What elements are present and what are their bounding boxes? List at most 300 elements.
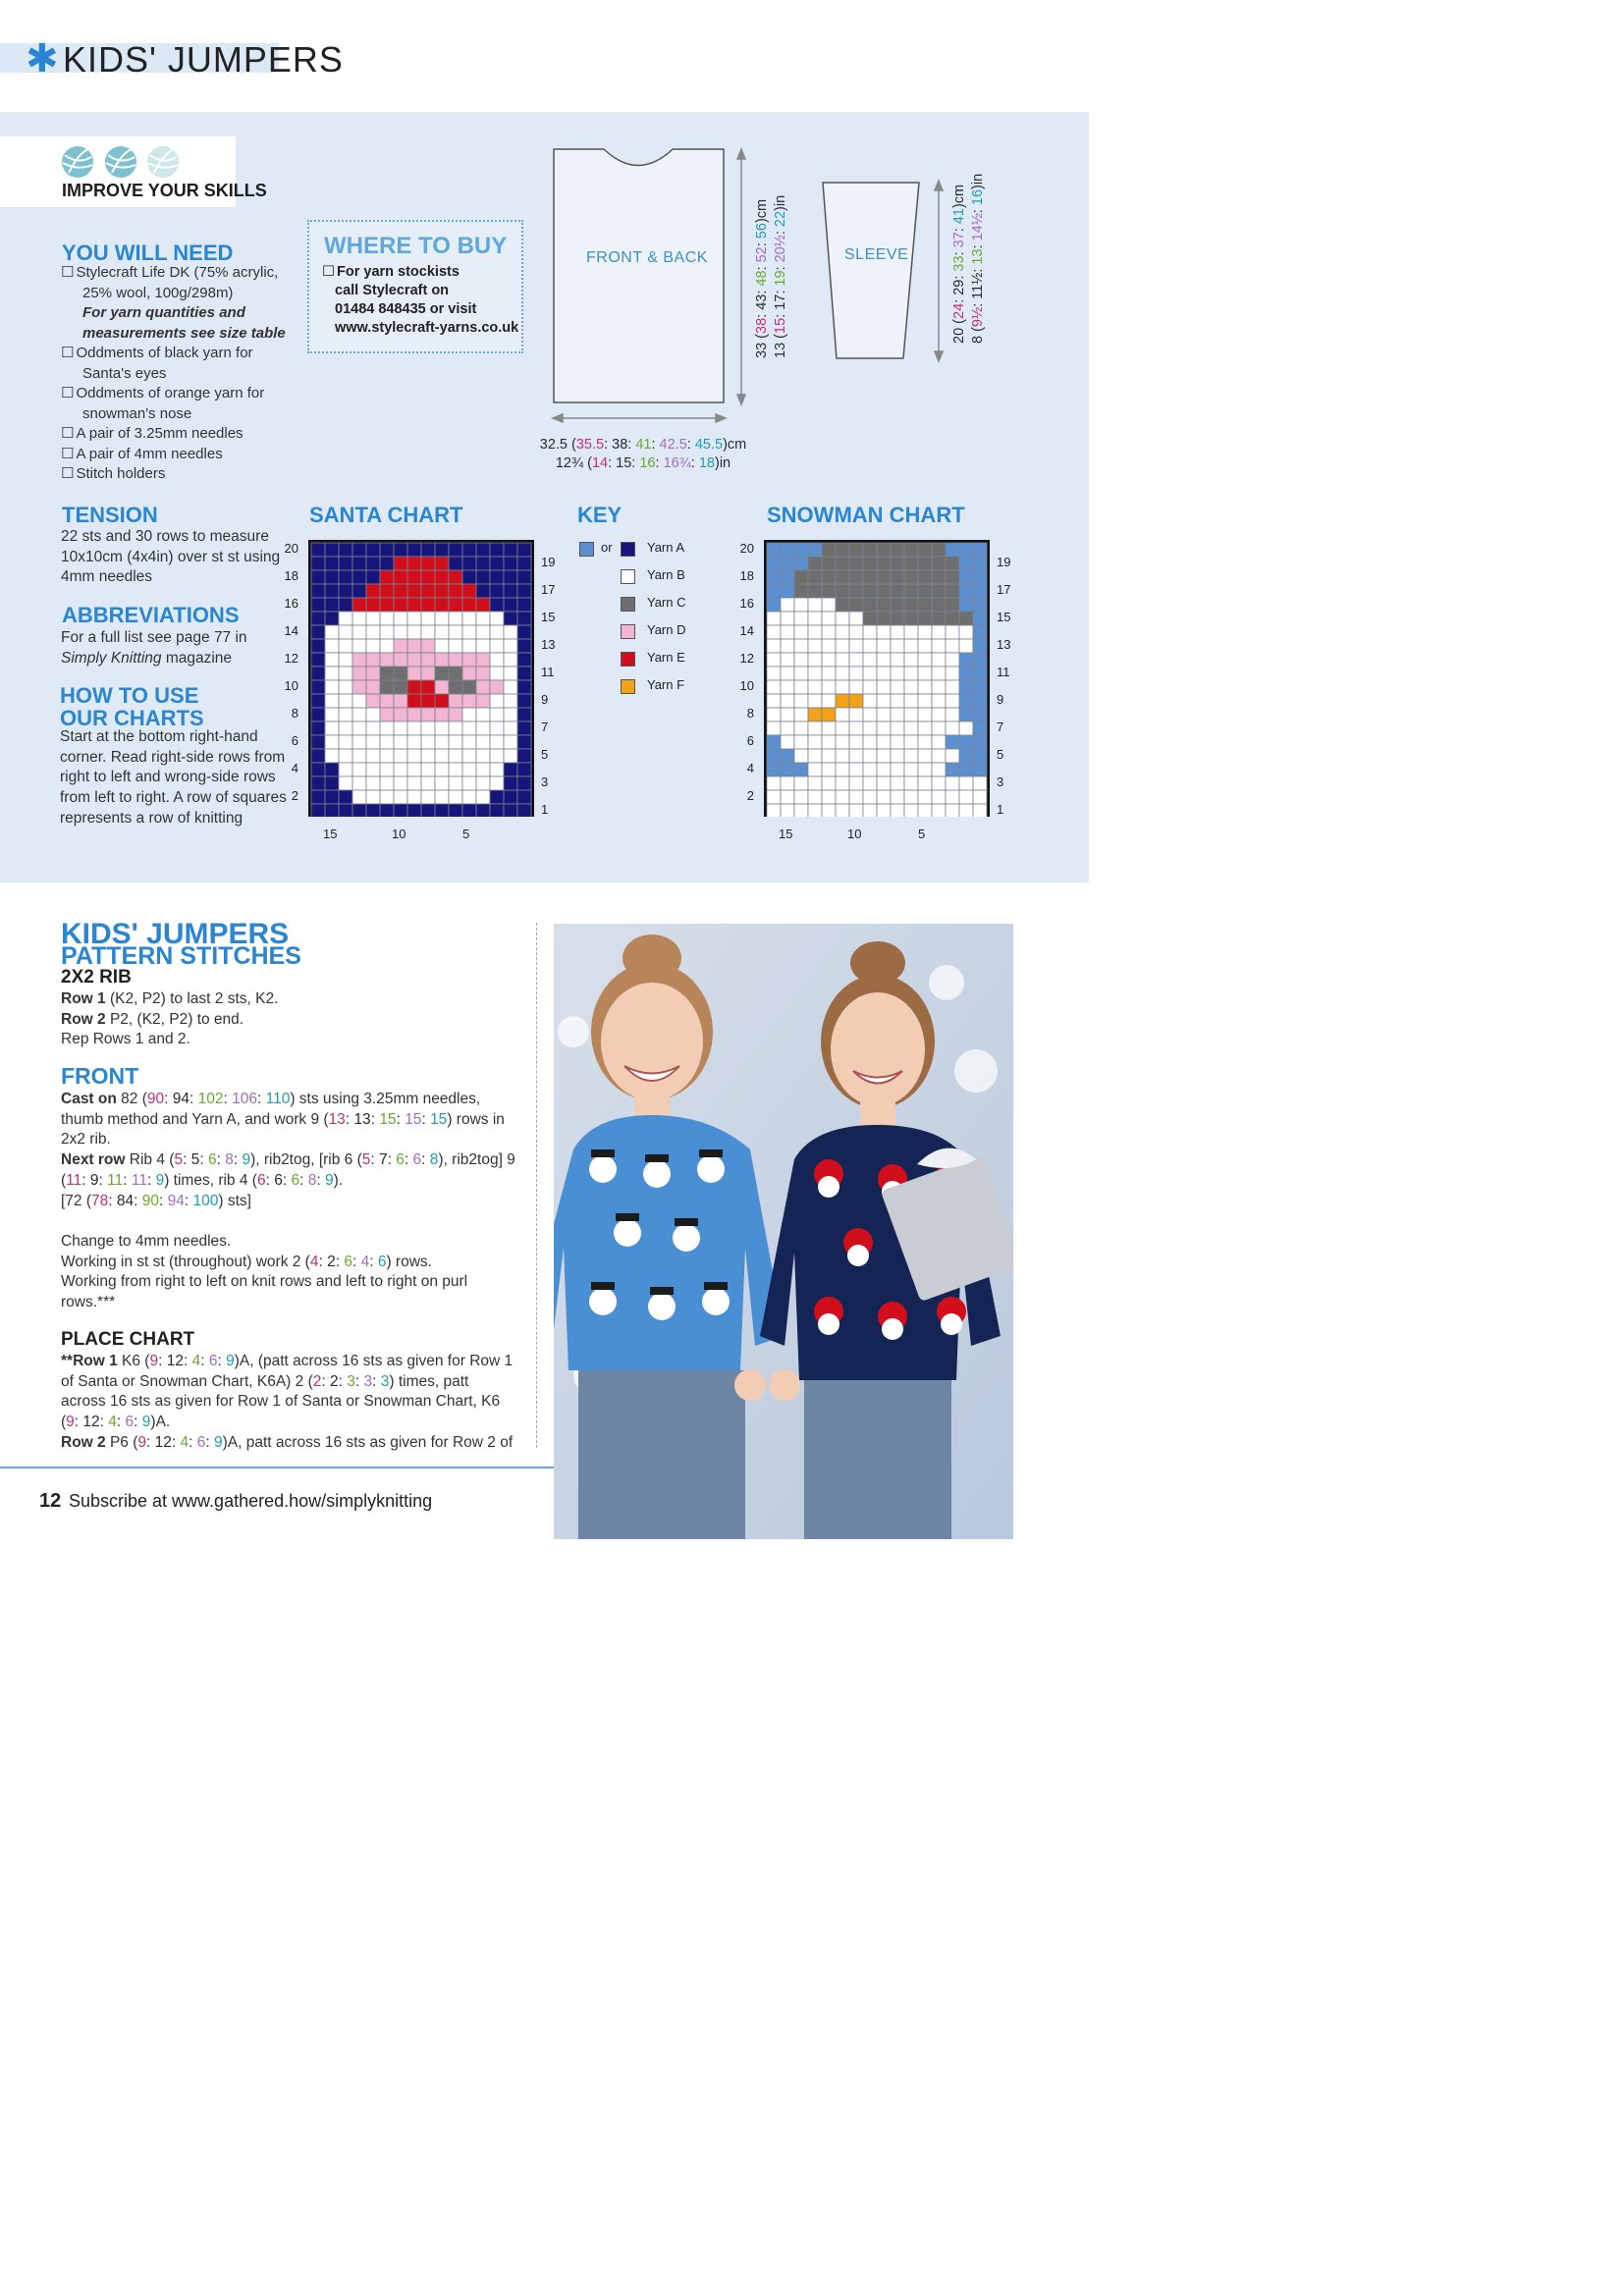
snowman-chart-cell [904,653,918,667]
snowman-chart-cell [767,763,781,776]
snowman-chart-cell [767,776,781,790]
santa-chart-cell [380,625,394,639]
santa-chart-cell [380,694,394,708]
snowman-chart-cell [959,708,973,721]
santa-chart-cell [380,721,394,735]
santa-chart-cell [490,598,504,612]
santa-row-label: 11 [541,665,555,679]
santa-chart-cell [462,804,476,817]
snowman-chart-cell [904,557,918,570]
snowman-chart-cell [891,735,904,749]
snowman-chart-cell [904,721,918,735]
snowman-chart-cell [808,667,822,680]
santa-row-label: 20 [284,541,298,556]
snowman-chart-cell [973,680,987,694]
santa-chart-cell [421,749,435,763]
santa-chart-cell [435,721,449,735]
snowman-chart-cell [946,543,959,557]
santa-row-label: 18 [284,568,298,583]
snowman-chart-cell [849,653,863,667]
snowman-chart-cell [808,557,822,570]
santa-chart-cell [449,557,462,570]
santa-chart-cell [407,735,421,749]
snowman-chart-cell [836,625,849,639]
santa-chart-cell [366,776,380,790]
santa-chart-cell [407,708,421,721]
snowman-chart-cell [794,708,808,721]
santa-chart-cell [311,570,325,584]
snowman-chart-cell [794,598,808,612]
santa-column-label: 5 [462,827,470,841]
how-to-heading: HOW TO USE OUR CHARTS [60,683,204,730]
key-swatch [621,597,635,612]
snowman-row-label: 14 [739,623,754,638]
key-swatch [621,569,635,584]
snowman-chart-cell [891,790,904,804]
snowman-chart-cell [794,625,808,639]
santa-chart-cell [352,804,366,817]
snowman-chart-cell [918,612,932,625]
snowman-chart-cell [836,749,849,763]
santa-row-label: 6 [291,733,298,748]
width-arrow [553,414,726,422]
snowman-chart-cell [959,598,973,612]
santa-chart-cell [352,598,366,612]
santa-chart-cell [352,749,366,763]
snowman-chart-cell [918,721,932,735]
snowman-chart-cell [877,584,891,598]
santa-chart-cell [517,543,531,557]
santa-chart-cell [352,694,366,708]
snowman-chart-cell [863,721,877,735]
santa-column-label: 10 [392,827,406,841]
santa-chart-cell [311,612,325,625]
snowman-chart-cell [946,639,959,653]
website-link[interactable]: www.stylecraft-yarns.co.uk [335,320,519,336]
snowman-chart-cell [822,639,836,653]
santa-chart-cell [504,721,517,735]
snowman-chart-cell [794,694,808,708]
santa-chart-cell [366,708,380,721]
snowman-chart-cell [904,694,918,708]
santa-chart-cell [490,721,504,735]
snowman-chart-cell [863,570,877,584]
santa-chart-cell [325,598,339,612]
santa-chart-cell [462,543,476,557]
snowman-chart-cell [959,625,973,639]
santa-chart-cell [449,708,462,721]
santa-chart-cell [366,694,380,708]
santa-chart-cell [366,680,380,694]
tension-heading: TENSION [62,503,158,527]
santa-chart-cell [407,749,421,763]
snowman-chart-cell [891,570,904,584]
snowman-chart-cell [849,612,863,625]
santa-chart-cell [325,557,339,570]
snowman-chart-cell [904,776,918,790]
santa-chart-cell [462,790,476,804]
snowman-chart-cell [849,790,863,804]
snowman-chart-cell [822,584,836,598]
santa-chart-cell [421,763,435,776]
santa-chart-cell [490,557,504,570]
santa-chart-cell [394,584,407,598]
snowman-chart-cell [822,694,836,708]
snowman-chart-cell [849,735,863,749]
santa-chart-cell [462,598,476,612]
sleeve-height-arrow [935,181,943,361]
santa-row-label: 9 [541,692,549,707]
snowman-row-label: 1 [997,802,1004,817]
santa-chart-cell [407,776,421,790]
santa-chart-cell [380,653,394,667]
snowman-chart-cell [946,667,959,680]
santa-chart-cell [311,694,325,708]
where-to-buy-heading: WHERE TO BUY [324,233,508,259]
snowman-chart-cell [822,667,836,680]
santa-chart-cell [421,694,435,708]
snowman-chart-cell [932,804,946,817]
snowman-chart-cell [932,708,946,721]
santa-chart-cell [339,721,352,735]
snowman-chart-cell [932,749,946,763]
snowman-chart-cell [946,584,959,598]
santa-chart-cell [490,694,504,708]
santa-chart-cell [325,543,339,557]
santa-chart-cell [462,653,476,667]
snowman-chart-cell [794,776,808,790]
santa-chart-cell [311,721,325,735]
santa-chart-cell [325,790,339,804]
snowman-row-label: 2 [746,788,754,803]
santa-chart-cell [407,543,421,557]
snowman-chart-cell [959,790,973,804]
santa-chart-cell [311,625,325,639]
snowman-chart-cell [946,735,959,749]
santa-chart-cell [504,625,517,639]
santa-chart-cell [462,708,476,721]
santa-chart-cell [325,694,339,708]
front-back-shape [554,149,724,402]
santa-row-label: 5 [541,747,549,762]
santa-chart-cell [435,680,449,694]
header-star-icon: ✱ [26,37,59,80]
snowman-chart-cell [822,557,836,570]
how-to-text: Start at the bottom right-hand corner. Read right-side rows from right to left and wrong-side rows from left to right. A row of squares represents a row of knitting [60,728,287,827]
santa-chart-cell [462,557,476,570]
snowman-chart-cell [904,543,918,557]
santa-chart-cell [339,584,352,598]
santa-chart-cell [490,639,504,653]
snowman-chart-cell [877,804,891,817]
snowman-chart-cell [794,612,808,625]
santa-chart-cell [435,694,449,708]
santa-chart-cell [435,639,449,653]
santa-chart-cell [476,612,490,625]
santa-chart-cell [421,735,435,749]
snowman-chart-cell [946,749,959,763]
snowman-chart-cell [781,612,794,625]
key-label: Yarn A [647,540,685,555]
pattern-subtitle: PATTERN STITCHES [61,942,301,970]
santa-chart-cell [476,735,490,749]
snowman-chart-cell [973,543,987,557]
snowman-chart-cell [767,721,781,735]
snowman-chart-cell [781,584,794,598]
santa-chart-cell [449,804,462,817]
santa-chart-cell [421,584,435,598]
santa-chart-cell [380,749,394,763]
snowman-chart-cell [932,625,946,639]
you-will-need-list [61,263,297,485]
santa-chart-cell [311,584,325,598]
yarn-note: For yarn quantities and [82,304,245,321]
snowman-chart-cell [891,625,904,639]
front-heading: FRONT [61,1063,139,1089]
santa-chart-cell [517,570,531,584]
snowman-chart-cell [781,557,794,570]
snowman-chart-cell [891,584,904,598]
snowman-chart-cell [767,708,781,721]
santa-chart-cell [339,776,352,790]
snowman-chart-cell [877,708,891,721]
santa-chart-cell [462,584,476,598]
snowman-chart-cell [904,708,918,721]
snowman-chart-cell [822,598,836,612]
snowman-chart-cell [918,598,932,612]
list-item: Santa's eyes [82,364,167,382]
snowman-row-label: 4 [746,761,754,775]
snowman-chart-cell [959,735,973,749]
snowman-chart-cell [767,749,781,763]
snowman-chart-cell [794,790,808,804]
snowman-chart-cell [932,680,946,694]
santa-chart-cell [490,667,504,680]
snowman-chart-cell [946,763,959,776]
santa-chart-cell [311,598,325,612]
snowman-chart-cell [781,735,794,749]
santa-chart-cell [380,598,394,612]
snowman-chart-cell [918,584,932,598]
snowman-column-label: 15 [779,827,793,841]
santa-chart-cell [394,721,407,735]
snowman-chart-cell [973,570,987,584]
snowman-chart-cell [973,625,987,639]
santa-chart-cell [490,543,504,557]
snowman-chart-cell [849,557,863,570]
santa-chart-cell [476,653,490,667]
key-label: Yarn F [647,677,685,692]
santa-chart-cell [394,639,407,653]
santa-chart-cell [449,721,462,735]
snowman-chart-cell [767,694,781,708]
santa-chart-cell [325,804,339,817]
snowman-chart-cell [849,721,863,735]
santa-chart-cell [339,790,352,804]
santa-chart-cell [517,584,531,598]
santa-chart-cell [476,639,490,653]
snowman-chart-cell [918,735,932,749]
santa-chart-cell [325,708,339,721]
santa-chart-cell [462,625,476,639]
snowman-chart-cell [973,763,987,776]
snowman-chart-cell [822,625,836,639]
santa-chart-cell [517,721,531,735]
snowman-chart-cell [781,598,794,612]
santa-chart-cell [366,790,380,804]
snowman-chart-cell [932,721,946,735]
santa-chart-cell [339,625,352,639]
snowman-chart-cell [808,598,822,612]
snowman-chart-cell [767,667,781,680]
snowman-chart-cell [959,584,973,598]
snowman-chart-cell [863,749,877,763]
santa-chart-cell [435,557,449,570]
yarn-note: measurements see size table [82,324,286,342]
santa-chart-cell [352,625,366,639]
snowman-chart-cell [946,625,959,639]
santa-chart-cell [352,639,366,653]
snowman-chart-cell [959,639,973,653]
santa-chart-cell [435,570,449,584]
santa-chart-cell [490,749,504,763]
snowman-chart-cell [904,680,918,694]
snowman-chart-cell [946,721,959,735]
snowman-chart-cell [808,735,822,749]
list-item: ☐ For yarn stockists [322,263,518,282]
snowman-chart-cell [781,804,794,817]
snowman-chart-cell [767,804,781,817]
santa-chart-cell [517,694,531,708]
santa-chart-cell [517,653,531,667]
santa-row-label: 2 [291,788,298,803]
santa-chart-cell [504,584,517,598]
snowman-chart-cell [891,598,904,612]
snowman-chart-cell [877,763,891,776]
snowman-chart-cell [904,763,918,776]
santa-chart-cell [407,680,421,694]
snowman-chart-cell [822,612,836,625]
column-divider [536,923,537,1448]
santa-chart-cell [476,570,490,584]
snowman-chart-cell [877,680,891,694]
santa-chart-cell [490,804,504,817]
santa-chart-cell [394,735,407,749]
santa-chart-cell [366,639,380,653]
santa-chart-cell [435,543,449,557]
santa-chart-cell [449,584,462,598]
snowman-chart-cell [822,708,836,721]
santa-chart-cell [407,721,421,735]
snowman-chart-cell [904,749,918,763]
snowman-chart-cell [863,653,877,667]
snowman-chart-cell [808,708,822,721]
santa-chart-cell [380,639,394,653]
santa-chart-cell [352,543,366,557]
snowman-chart-cell [794,763,808,776]
santa-chart-cell [435,653,449,667]
snowman-chart-cell [877,721,891,735]
snowman-chart-cell [808,749,822,763]
santa-chart-cell [407,570,421,584]
list-item: call Stylecraft on [335,283,450,298]
santa-chart-cell [449,735,462,749]
santa-chart-cell [394,790,407,804]
snowman-chart-cell [836,667,849,680]
snowman-chart-cell [932,694,946,708]
snowman-chart-cell [863,639,877,653]
snowman-chart-cell [932,776,946,790]
snowman-chart-cell [808,639,822,653]
snowman-row-label: 3 [997,774,1004,789]
snowman-chart-cell [794,570,808,584]
santa-chart-cell [517,763,531,776]
santa-chart-cell [311,790,325,804]
front-back-label: FRONT & BACK [586,249,708,266]
santa-chart-cell [435,776,449,790]
snowman-chart-cell [959,776,973,790]
snowman-chart-cell [863,790,877,804]
snowman-chart-cell [959,680,973,694]
santa-row-label: 8 [291,706,298,721]
santa-chart-cell [490,708,504,721]
snowman-chart-cell [877,557,891,570]
snowman-chart-cell [959,721,973,735]
key-swatch [579,542,594,557]
snowman-chart-cell [836,557,849,570]
santa-chart-cell [311,804,325,817]
santa-chart-cell [311,557,325,570]
key-label: Yarn D [647,622,686,637]
snowman-chart-cell [891,667,904,680]
snowman-row-label: 20 [739,541,754,556]
santa-chart-cell [504,543,517,557]
santa-chart-cell [490,570,504,584]
snowman-chart-cell [781,667,794,680]
santa-chart-cell [311,763,325,776]
snowman-row-label: 11 [997,665,1010,679]
snowman-chart-cell [794,584,808,598]
santa-chart-cell [407,653,421,667]
santa-chart-cell [517,625,531,639]
santa-chart-cell [394,708,407,721]
snowman-chart-cell [877,776,891,790]
snowman-chart-cell [836,804,849,817]
santa-chart-cell [490,584,504,598]
snowman-chart-cell [946,790,959,804]
snowman-chart-cell [767,570,781,584]
snowman-chart-cell [781,543,794,557]
santa-chart-cell [421,708,435,721]
snowman-chart-cell [822,543,836,557]
santa-chart-cell [311,680,325,694]
santa-chart-cell [394,763,407,776]
santa-chart-cell [352,612,366,625]
santa-chart-cell [352,721,366,735]
snowman-chart-cell [918,776,932,790]
snowman-chart-cell [877,653,891,667]
snowman-chart-cell [808,680,822,694]
santa-chart-cell [449,790,462,804]
santa-chart-cell [339,598,352,612]
snowman-chart-cell [767,680,781,694]
snowman-chart-cell [863,680,877,694]
snowman-chart-cell [918,543,932,557]
snowman-chart-cell [877,790,891,804]
snowman-chart-cell [891,721,904,735]
snowman-chart-cell [781,653,794,667]
santa-chart-cell [366,763,380,776]
